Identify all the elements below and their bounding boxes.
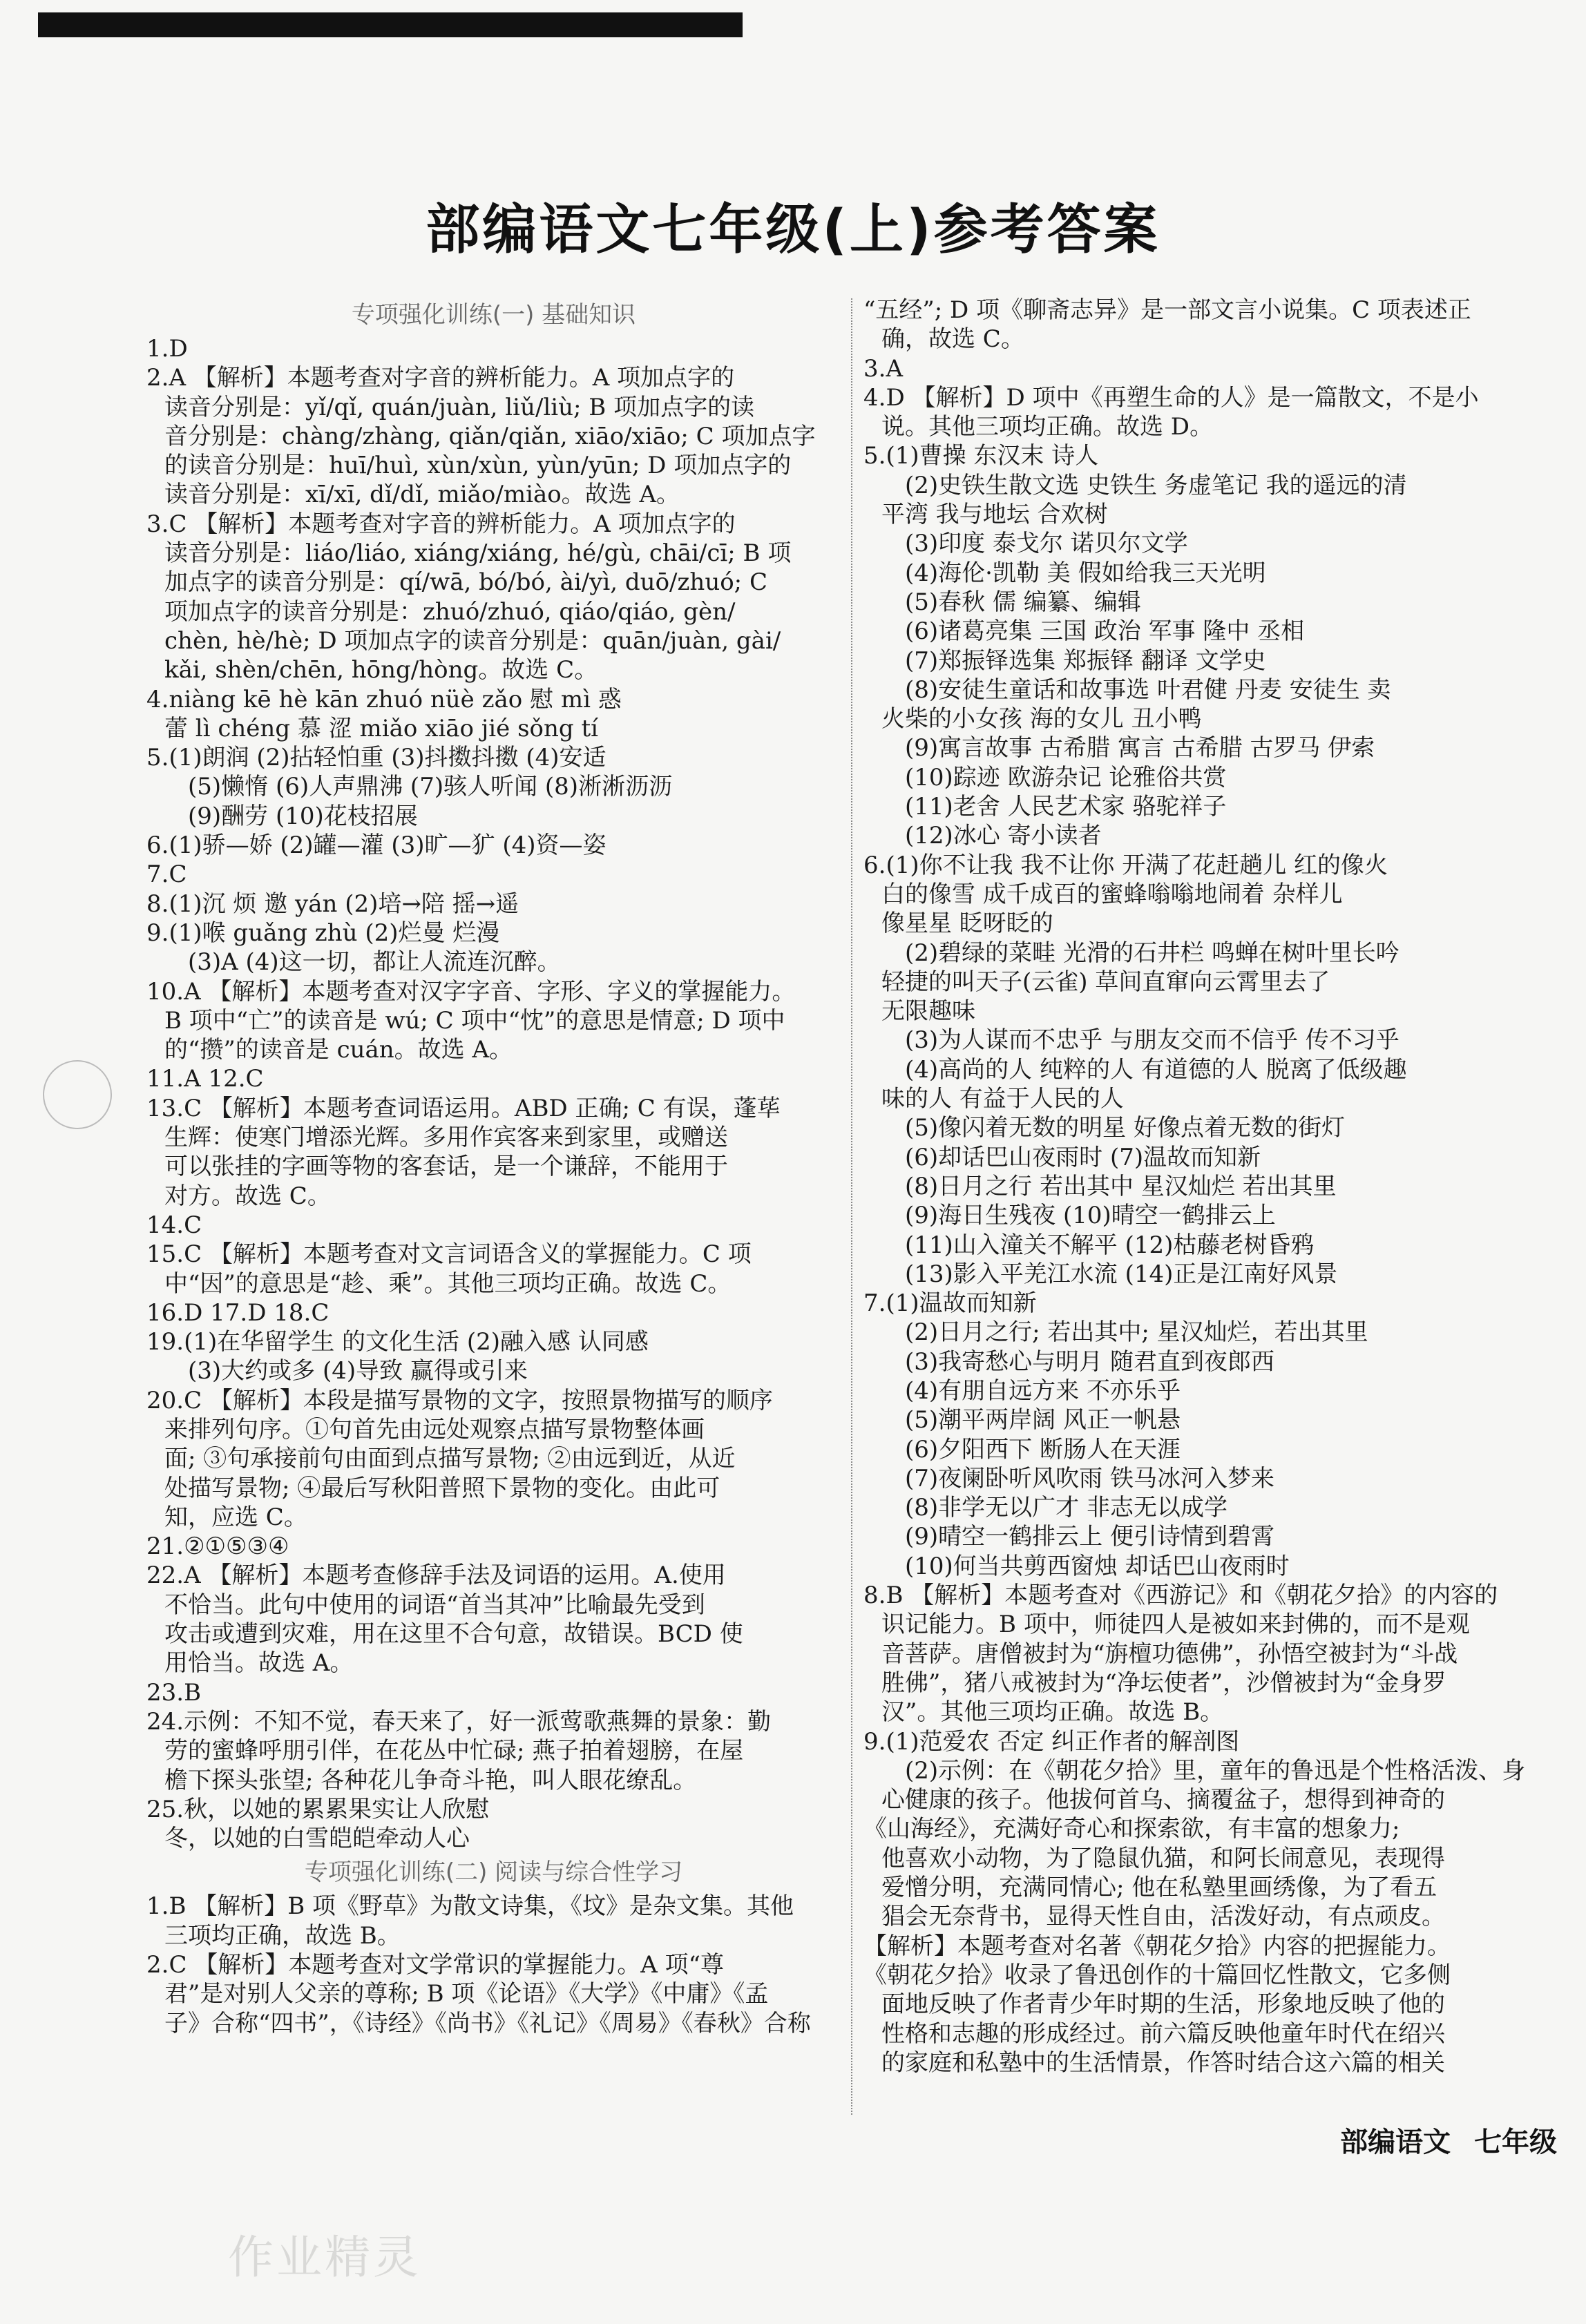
answer-line: 10.A 【解析】本题考查对汉字字音、字形、字义的掌握能力。: [146, 977, 796, 1006]
answer-line: (10)踪迹 欧游杂记 论雅俗共赏: [905, 763, 1227, 791]
answer-line: 爱憎分明，充满同情心; 他在私塾里画绣像，为了看五: [881, 1874, 1437, 1902]
section-heading-2: 专项强化训练(二) 阅读与综合性学习: [304, 1859, 683, 1887]
answer-line: 2.C 【解析】本题考查对文学常识的掌握能力。A 项“尊: [146, 1951, 725, 1979]
answer-line: 汉”。其他三项均正确。故选 B。: [881, 1698, 1224, 1727]
answer-line: (9)酬劳 (10)花枝招展: [188, 802, 418, 830]
answer-list-3: [863, 296, 1558, 2077]
left-column: [146, 296, 841, 2038]
answer-line: 4.D 【解析】D 项中《再塑生命的人》是一篇散文，不是小: [863, 383, 1479, 412]
answer-line: chèn, hè/hè; D 项加点字的读音分别是：quān/juàn, gài/: [164, 626, 781, 655]
answer-line: 中“因”的意思是“趁、乘”。其他三项均正确。故选 C。: [164, 1269, 732, 1298]
answer-line: 1.D: [146, 335, 188, 363]
answer-line: (2)示例：在《朝花夕拾》里，童年的鲁迅是个性格活泼、身: [905, 1756, 1526, 1785]
answer-line: 8.B 【解析】本题考查对《西游记》和《朝花夕拾》的内容的: [863, 1582, 1498, 1610]
answer-line: (10)何当共剪西窗烛 却话巴山夜雨时: [905, 1552, 1290, 1580]
answer-line: 9.(1)范爱农 否定 纠正作者的解剖图: [863, 1727, 1240, 1756]
answer-line: 平湾 我与地坛 合欢树: [881, 501, 1108, 529]
watermark: 作业精灵: [228, 2231, 421, 2284]
answer-line: (7)郑振铎选集 郑振铎 翻译 文学史: [905, 646, 1266, 675]
answer-line: 读音分别是：xī/xī, dǐ/dǐ, miǎo/miào。故选 A。: [164, 481, 680, 509]
answer-line: 21.②①⑤③④: [146, 1533, 289, 1561]
answer-line: (5)懒惰 (6)人声鼎沸 (7)骇人听闻 (8)淅淅沥沥: [188, 773, 673, 801]
answer-line: 23.B: [146, 1678, 202, 1707]
answer-line: 3.C 【解析】本题考查对字音的辨析能力。A 项加点字的: [146, 510, 736, 538]
answer-line: 【解析】本题考查对名著《朝花夕拾》内容的把握能力。: [863, 1932, 1451, 1960]
answer-line: 的读音分别是：huī/huì, xùn/xùn, yùn/yūn; D 项加点字的: [164, 452, 792, 480]
answer-line: “五经”; D 项《聊斋志异》是一部文言小说集。C 项表述正: [863, 296, 1471, 324]
answer-line: 性格和志趣的形成经过。前六篇反映他童年时代在绍兴: [881, 2019, 1445, 2048]
answer-line: (8)安徒生童话和故事选 叶君健 丹麦 安徒生 卖: [905, 675, 1391, 704]
answer-line: 16.D 17.D 18.C: [146, 1298, 329, 1327]
answer-line: 13.C 【解析】本题考查词语运用。ABD 正确; C 有误，蓬荜: [146, 1094, 781, 1122]
answer-line: 2.A 【解析】本题考查对字音的辨析能力。A 项加点字的: [146, 364, 735, 392]
answer-line: (6)诸葛亮集 三国 政治 军事 隆中 丞相: [905, 617, 1305, 646]
answer-line: 5.(1)朗润 (2)拈轻怕重 (3)抖擞抖擞 (4)安适: [146, 744, 606, 772]
answer-line: 音菩萨。唐僧被封为“旃檀功德佛”，孙悟空被封为“斗战: [881, 1640, 1458, 1668]
answer-line: 6.(1)你不让我 我不让你 开满了花赶趟儿 红的像火: [863, 851, 1388, 879]
right-column: [863, 296, 1558, 2077]
answer-line: 4.niàng kē hè kān zhuó nüè zǎo 慰 mì 惑: [146, 685, 622, 713]
answer-list-2: [146, 1892, 841, 2037]
answer-line: 25.秋，以她的累累果实让人欣慰: [146, 1795, 490, 1823]
answer-line: 对方。故选 C。: [164, 1182, 331, 1210]
answer-line: (2)日月之行; 若出其中; 星汉灿烂，若出其里: [905, 1318, 1368, 1347]
answer-line: (9)海日生残夜 (10)晴空一鹤排云上: [905, 1202, 1276, 1230]
answer-line: (8)非学无以广才 非志无以成学: [905, 1494, 1227, 1522]
answer-line: (4)高尚的人 纯粹的人 有道德的人 脱离了低级趣: [905, 1055, 1407, 1084]
answer-line: 檐下探头张望; 各种花儿争奇斗艳，叫人眼花缭乱。: [164, 1766, 697, 1794]
answer-line: 识记能力。B 项中，师徒四人是被如来封佛的，而不是观: [881, 1611, 1470, 1639]
answer-line: 7.C: [146, 861, 187, 889]
answer-line: 读音分别是：yǐ/qǐ, quán/juàn, liǔ/liù; B 项加点字的读: [164, 393, 755, 421]
answer-line: 劳的蜜蜂呼朋引伴，在花丛中忙碌; 燕子拍着翅膀，在屋: [164, 1737, 744, 1765]
section-heading-1: 专项强化训练(一) 基础知识: [351, 301, 636, 329]
column-divider: [851, 298, 852, 2115]
answer-line: 面地反映了作者青少年时期的生活，形象地反映了他的: [881, 1990, 1445, 2019]
answer-line: 不恰当。此句中使用的词语“首当其冲”比喻最先受到: [164, 1591, 705, 1619]
answer-line: 8.(1)沉 烦 邀 yán (2)培→陪 摇→遥: [146, 890, 519, 918]
answer-line: 14.C: [146, 1211, 202, 1239]
answer-line: (9)寓言故事 古希腊 寓言 古希腊 古罗马 伊索: [905, 734, 1375, 762]
answer-line: 加点字的读音分别是：qí/wā, bó/bó, ài/yì, duō/zhuó; C: [164, 568, 767, 597]
answer-line: 蕾 lì chéng 慕 涩 miǎo xiāo jié sǒng tí: [164, 714, 599, 742]
answer-line: 5.(1)曹操 东汉末 诗人: [863, 442, 1099, 470]
answer-line: (2)碧绿的菜畦 光滑的石井栏 鸣蝉在树叶里长吟: [905, 939, 1399, 967]
answer-line: kǎi, shèn/chēn, hōng/hòng。故选 C。: [164, 656, 598, 684]
answer-line: (9)晴空一鹤排云上 便引诗情到碧霄: [905, 1523, 1274, 1551]
answer-line: 7.(1)温故而知新: [863, 1289, 1037, 1318]
answer-line: (7)夜阑卧听风吹雨 铁马冰河入梦来: [905, 1464, 1274, 1492]
page-footer: 部编语文 七年级: [1340, 2126, 1557, 2158]
answer-line: 《山海经》，充满好奇心和探索欲，有丰富的想象力;: [863, 1815, 1400, 1843]
answer-line: 《朝花夕拾》收录了鲁迅创作的十篇回忆性散文，它多侧: [863, 1961, 1451, 1989]
top-black-bar: [38, 12, 743, 37]
answer-line: 6.(1)骄—娇 (2)罐—灌 (3)旷—犷 (4)资—姿: [146, 832, 606, 860]
answer-line: 音分别是：chàng/zhàng, qiǎn/qiǎn, xiāo/xiāo; C 项加点字: [164, 422, 816, 450]
answer-line: (8)日月之行 若出其中 星汉灿烂 若出其里: [905, 1172, 1337, 1200]
answer-line: 确，故选 C。: [881, 325, 1024, 354]
answer-line: 11.A 12.C: [146, 1065, 264, 1093]
answer-line: 面; ③句承接前句由面到点描写景物; ②由远到近，从近: [164, 1445, 736, 1473]
answer-line: 用恰当。故选 A。: [164, 1649, 354, 1678]
answer-line: 22.A 【解析】本题考查修辞手法及词语的运用。A.使用: [146, 1562, 726, 1590]
answer-line: 心健康的孩子。他拔何首乌、摘覆盆子，想得到神奇的: [881, 1786, 1445, 1814]
answer-line: 白的像雪 成千成百的蜜蜂嗡嗡地闹着 杂样儿: [881, 880, 1343, 908]
answer-line: 9.(1)喉 guǎng zhù (2)烂曼 烂漫: [146, 919, 500, 947]
answer-line: 攻击或遭到灾难，用在这里不合句意，故错误。BCD 使: [164, 1620, 743, 1649]
answer-line: (2)史铁生散文选 史铁生 务虚笔记 我的遥远的清: [905, 471, 1407, 499]
answer-line: 19.(1)在华留学生 的文化生活 (2)融入感 认同感: [146, 1328, 649, 1356]
answer-line: (3)我寄愁心与明月 随君直到夜郎西: [905, 1347, 1274, 1376]
answer-line: 知，应选 C。: [164, 1503, 307, 1531]
answer-line: B 项中“亡”的读音是 wú; C 项中“忱”的意思是情意; D 项中: [164, 1006, 785, 1035]
answer-line: 胜佛”，猪八戒被封为“净坛使者”，沙僧被封为“金身罗: [881, 1669, 1446, 1697]
answer-line: (3)印度 泰戈尔 诺贝尔文学: [905, 530, 1188, 558]
answer-line: (4)有朋自远方来 不亦乐乎: [905, 1376, 1181, 1405]
answer-line: 味的人 有益于人民的人: [881, 1085, 1124, 1113]
answer-line: (3)A (4)这一切，都让人流连沉醉。: [188, 948, 561, 977]
page-title: 部编语文七年级(上)参考答案: [426, 199, 1160, 261]
answer-line: 24.示例：不知不觉，春天来了，好一派莺歌燕舞的景象：勤: [146, 1707, 772, 1736]
answer-line: (12)冰心 寄小读者: [905, 822, 1102, 850]
answer-line: 3.A: [863, 354, 903, 383]
answer-line: (4)海伦·凯勒 美 假如给我三天光明: [905, 559, 1266, 587]
answer-line: 火柴的小女孩 海的女儿 丑小鸭: [881, 705, 1202, 733]
answer-line: 生辉：使寒门增添光辉。多用作宾客来到家里，或赠送: [164, 1124, 728, 1152]
answer-line: (13)影入平羌江水流 (14)正是江南好风景: [905, 1260, 1338, 1288]
answer-line: (6)夕阳西下 断肠人在天涯: [905, 1435, 1181, 1463]
answer-line: 三项均正确，故选 B。: [164, 1921, 401, 1950]
answer-line: (3)大约或多 (4)导致 赢得或引来: [188, 1357, 528, 1385]
answer-line: 来排列句序。①句首先由远处观察点描写景物整体画: [164, 1415, 705, 1443]
answer-line: 他喜欢小动物，为了隐鼠仇猫，和阿长闹意见，表现得: [881, 1844, 1445, 1872]
answer-line: 1.B 【解析】B 项《野草》为散文诗集，《坟》是杂文集。其他: [146, 1892, 794, 1921]
answer-line: 的“攒”的读音是 cuán。故选 A。: [164, 1036, 513, 1064]
answer-line: (5)像闪着无数的明星 好像点着无数的街灯: [905, 1114, 1345, 1142]
answer-line: (5)春秋 儒 编纂、编辑: [905, 588, 1141, 616]
answer-line: 15.C 【解析】本题考查对文言词语含义的掌握能力。C 项: [146, 1240, 752, 1269]
answer-line: (6)却话巴山夜雨时 (7)温故而知新: [905, 1143, 1261, 1171]
answer-line: (11)老舍 人民艺术家 骆驼祥子: [905, 793, 1227, 821]
stamp-seal: [35, 1053, 120, 1137]
answer-list-1: [146, 334, 841, 1853]
answer-line: 读音分别是：liáo/liáo, xiáng/xiáng, hé/gù, chāi/cī; B 项: [164, 539, 792, 568]
answer-line: 猖会无奈背书，显得天性自由，活泼好动，有点顽皮。: [881, 1903, 1445, 1931]
answer-line: 轻捷的叫天子(云雀) 草间直窜向云霄里去了: [881, 968, 1330, 996]
answer-line: 像星星 眨呀眨的: [881, 910, 1053, 938]
answer-line: 项加点字的读音分别是：zhuó/zhuó, qiáo/qiáo, gèn/: [164, 597, 736, 626]
answer-line: 子》合称“四书”，《诗经》《尚书》《礼记》《周易》《春秋》合称: [164, 2009, 811, 2037]
answer-line: 无限趣味: [881, 997, 975, 1026]
answer-line: (3)为人谋而不忠乎 与朋友交而不信乎 传不习乎: [905, 1026, 1399, 1055]
answer-line: (11)山入潼关不解平 (12)枯藤老树昏鸦: [905, 1231, 1315, 1259]
answer-line: 的家庭和私塾中的生活情景，作答时结合这六篇的相关: [881, 2048, 1445, 2077]
answer-line: 20.C 【解析】本段是描写景物的文字，按照景物描写的顺序: [146, 1386, 773, 1414]
answer-line: 说。其他三项均正确。故选 D。: [881, 413, 1214, 441]
answer-line: 冬，以她的白雪皑皑牵动人心: [164, 1825, 470, 1853]
answer-line: (5)潮平两岸阔 风正一帆悬: [905, 1406, 1181, 1434]
answer-line: 可以张挂的字画等物的客套话，是一个谦辞，不能用于: [164, 1153, 728, 1181]
answer-line: 君”是对别人父亲的尊称; B 项《论语》《大学》《中庸》《孟: [164, 1980, 769, 2008]
answer-line: 处描写景物; ④最后写秋阳普照下景物的变化。由此可: [164, 1474, 720, 1502]
